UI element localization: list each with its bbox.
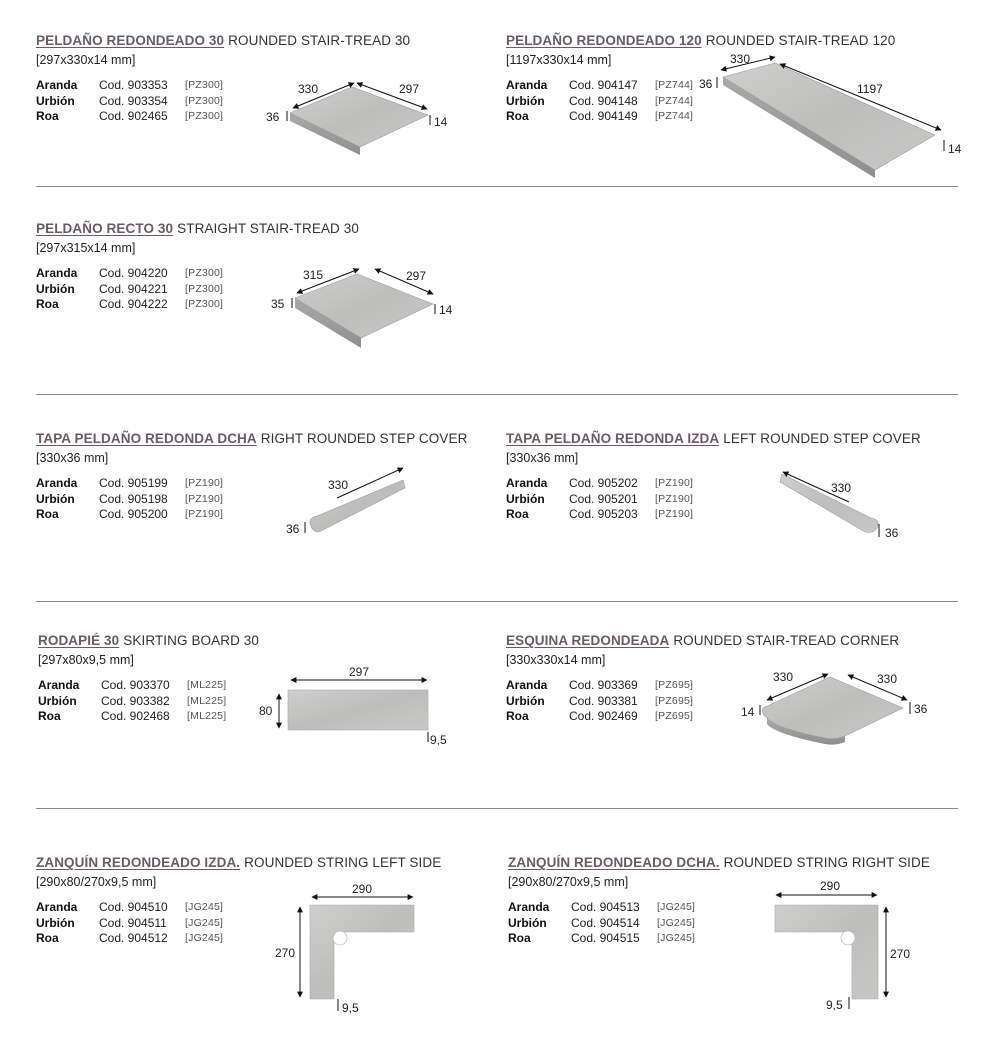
dimension-label: 270 xyxy=(890,947,911,961)
dimension-label: 9,5 xyxy=(342,1001,359,1015)
dimension-label: 330 xyxy=(298,82,319,96)
code-row: Roa Cod. 904512 [JG245] xyxy=(36,931,224,945)
product-name-es: PELDAÑO REDONDEADO 120 xyxy=(506,33,702,48)
product-dimensions: [1197x330x14 mm] xyxy=(506,53,612,67)
product-name-en: ROUNDED STAIR-TREAD CORNER xyxy=(673,633,900,648)
skirting-board-diagram xyxy=(255,660,455,755)
code-row: Urbión Cod. 903382 [ML225] xyxy=(38,693,227,708)
code-row: Aranda Cod. 904220 [PZ300] xyxy=(36,266,224,280)
separator-line xyxy=(36,394,958,395)
step-cover-right-diagram xyxy=(283,462,418,542)
code-row: Aranda Cod. 903369 [PZ695] xyxy=(506,678,694,692)
string-right-diagram xyxy=(770,875,920,1020)
code-row: Urbión Cod. 905198 [PZ190] xyxy=(36,491,224,506)
product-name-es: RODAPIÉ 30 xyxy=(38,633,120,648)
code-row: Roa Cod. 904222 [PZ300] xyxy=(36,297,224,311)
code-row: Aranda Cod. 903370 [ML225] xyxy=(38,678,227,692)
dimension-label: 330 xyxy=(877,672,898,686)
dimension-label: 297 xyxy=(406,269,427,283)
product-dimensions: [330x36 mm] xyxy=(36,451,109,465)
code-row: Urbión Cod. 903381 [PZ695] xyxy=(506,693,694,708)
code-row: Roa Cod. 904515 [JG245] xyxy=(508,931,696,945)
code-row: Urbión Cod. 905201 [PZ190] xyxy=(506,491,694,506)
product-name-es: ESQUINA REDONDEADA xyxy=(506,633,670,648)
code-row: Aranda Cod. 905199 [PZ190] xyxy=(36,476,224,490)
code-row: Aranda Cod. 905202 [PZ190] xyxy=(506,476,694,490)
code-row: Roa Cod. 902468 [ML225] xyxy=(38,709,227,723)
dimension-label: 330 xyxy=(773,670,794,684)
code-row: Urbión Cod. 904148 [PZ744] xyxy=(506,93,694,108)
stair-tread-diagram xyxy=(260,75,460,170)
product-name-es: ZANQUÍN REDONDEADO DCHA. xyxy=(508,855,720,870)
dimension-label: 36 xyxy=(699,77,713,91)
dimension-label: 14 xyxy=(741,705,755,719)
product-name-es: TAPA PELDAÑO REDONDA DCHA xyxy=(36,431,257,446)
dimension-label: 330 xyxy=(730,52,751,66)
dimension-label: 14 xyxy=(948,142,962,156)
dimension-label: 9,5 xyxy=(826,998,843,1012)
product-dimensions: [290x80/270x9,5 mm] xyxy=(36,875,157,889)
code-row: Aranda Cod. 903353 [PZ300] xyxy=(36,78,224,92)
dimension-label: 297 xyxy=(399,82,420,96)
product-dimensions: [297x315x14 mm] xyxy=(36,241,136,255)
code-row: Urbión Cod. 904221 [PZ300] xyxy=(36,281,224,296)
straight-tread-diagram xyxy=(265,262,465,352)
product-name-en: ROUNDED STAIR-TREAD 30 xyxy=(228,33,411,48)
separator-line xyxy=(36,186,958,187)
code-row: Aranda Cod. 904510 [JG245] xyxy=(36,900,224,914)
dimension-label: 14 xyxy=(439,303,453,317)
product-name-es: PELDAÑO RECTO 30 xyxy=(36,221,174,236)
string-left-diagram xyxy=(272,875,422,1020)
separator-line xyxy=(36,601,958,602)
separator-line xyxy=(36,808,958,809)
product-name-es: ZANQUÍN REDONDEADO IZDA. xyxy=(36,855,241,870)
product-rodapie-30 xyxy=(38,633,259,725)
dimension-label: 330 xyxy=(831,481,852,495)
dimension-label: 290 xyxy=(352,882,373,896)
dimension-label: 14 xyxy=(434,115,448,129)
product-name-en: ROUNDED STRING RIGHT SIDE xyxy=(723,855,930,870)
product-name-en: STRAIGHT STAIR-TREAD 30 xyxy=(177,221,359,236)
product-name-en: SKIRTING BOARD 30 xyxy=(123,633,260,648)
code-row: Urbión Cod. 904511 [JG245] xyxy=(36,915,224,930)
product-dimensions: [297x80x9,5 mm] xyxy=(38,653,134,667)
code-row: Roa Cod. 905203 [PZ190] xyxy=(506,507,694,521)
product-dimensions: [330x36 mm] xyxy=(506,451,579,465)
code-row: Aranda Cod. 904513 [JG245] xyxy=(508,900,696,914)
code-row: Aranda Cod. 904147 [PZ744] xyxy=(506,78,694,92)
product-name-en: ROUNDED STRING LEFT SIDE xyxy=(244,855,442,870)
dimension-label: 330 xyxy=(328,478,349,492)
dimension-label: 315 xyxy=(303,268,324,282)
product-name-en: LEFT ROUNDED STEP COVER xyxy=(723,431,921,446)
code-list xyxy=(38,678,259,725)
code-row: Roa Cod. 902469 [PZ695] xyxy=(506,709,694,723)
stair-corner-diagram xyxy=(735,662,940,747)
dimension-label: 270 xyxy=(275,946,296,960)
dimension-label: 35 xyxy=(271,297,285,311)
stair-tread-long-diagram xyxy=(695,50,970,185)
dimension-label: 80 xyxy=(259,704,273,718)
dimension-label: 297 xyxy=(349,665,370,679)
product-name-es: PELDAÑO REDONDEADO 30 xyxy=(36,33,225,48)
product-dimensions: [297x330x14 mm] xyxy=(36,53,136,67)
code-row: Roa Cod. 902465 [PZ300] xyxy=(36,109,224,123)
code-row: Roa Cod. 904149 [PZ744] xyxy=(506,109,694,123)
dimension-label: 36 xyxy=(885,526,899,540)
dimension-label: 36 xyxy=(914,702,928,716)
dimension-label: 36 xyxy=(266,110,280,124)
dimension-label: 290 xyxy=(820,879,841,893)
product-dimensions: [290x80/270x9,5 mm] xyxy=(508,875,629,889)
product-name-en: RIGHT ROUNDED STEP COVER xyxy=(260,431,468,446)
code-row: Roa Cod. 905200 [PZ190] xyxy=(36,507,224,521)
product-name-es: TAPA PELDAÑO REDONDA IZDA xyxy=(506,431,720,446)
step-cover-left-diagram xyxy=(775,462,910,547)
dimension-label: 1197 xyxy=(857,82,883,96)
dimension-label: 36 xyxy=(286,522,300,536)
code-row: Urbión Cod. 904514 [JG245] xyxy=(508,915,696,930)
code-row: Urbión Cod. 903354 [PZ300] xyxy=(36,93,224,108)
product-name-en: ROUNDED STAIR-TREAD 120 xyxy=(705,33,896,48)
product-dimensions: [330x330x14 mm] xyxy=(506,653,606,667)
dimension-label: 9,5 xyxy=(430,733,447,747)
